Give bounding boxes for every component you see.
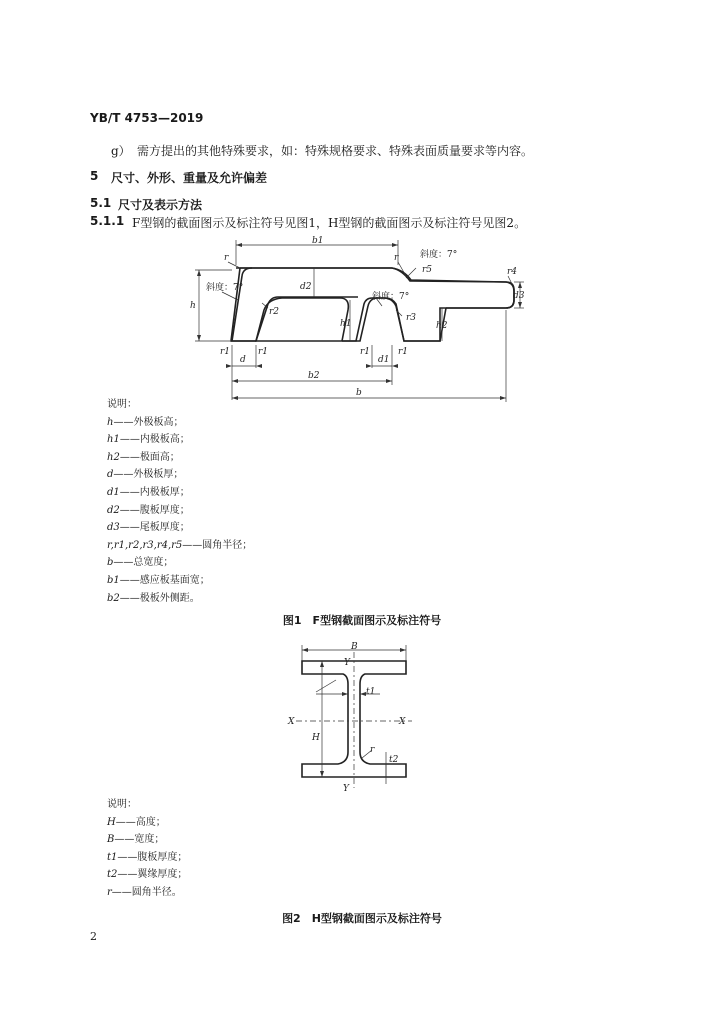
label-Y-bottom: Y xyxy=(343,784,349,794)
legend-item: h2——极面高； xyxy=(107,451,180,463)
section-5-1-1-text: F型钢的截面图示及标注符号见图1，H型钢的截面图示及标注符号见图2。 xyxy=(132,216,527,230)
standard-code-header: YB/T 4753—2019 xyxy=(90,111,204,125)
label-r-top: r xyxy=(394,253,399,263)
label-b1: b1 xyxy=(312,236,324,246)
label-r3: r3 xyxy=(406,313,417,323)
figure-1-caption: 图1 F型钢截面图示及标注符号 xyxy=(282,614,442,627)
figure-2-caption: 图2 H型钢截面图示及标注符号 xyxy=(282,912,442,925)
label-d2: d2 xyxy=(300,282,312,292)
legend-item: h——外极板高； xyxy=(107,416,184,428)
label-h2: h2 xyxy=(436,321,448,331)
label-r1-d: r1 xyxy=(398,347,409,357)
label-X-right: X xyxy=(399,717,406,727)
label-r2: r2 xyxy=(269,307,280,317)
label-r: r xyxy=(224,253,229,263)
label-r1-b: r1 xyxy=(258,347,269,357)
label-H: H xyxy=(312,733,320,743)
label-B: B xyxy=(351,642,358,652)
legend-item: t1——腹板厚度； xyxy=(107,851,188,863)
legend-item: r——圆角半径。 xyxy=(107,886,182,898)
label-r4: r4 xyxy=(507,267,518,277)
label-d3: d3 xyxy=(513,291,525,301)
page-number: 2 xyxy=(90,930,97,943)
section-5-number: 5 xyxy=(90,169,99,183)
legend-item: t2——翼缘厚度； xyxy=(107,869,188,881)
legend-item: r,r1,r2,r3,r4,r5——圆角半径； xyxy=(107,539,253,551)
label-slope-top: 斜度：7° xyxy=(420,250,458,260)
label-d: d xyxy=(240,355,246,365)
legend-item: b1——感应板基面宽； xyxy=(107,574,210,586)
legend-item: h1——内极板高； xyxy=(107,434,190,446)
section-5-1-title: 尺寸及表示方法 xyxy=(118,198,203,212)
legend-item: d3——尾板厚度； xyxy=(107,522,190,534)
item-g-marker: g） xyxy=(111,144,131,158)
label-b: b xyxy=(356,388,362,398)
label-h1: h1 xyxy=(340,319,352,329)
legend-item: b2——极板外侧距。 xyxy=(107,592,200,604)
label-slope-mid: 斜度：7° xyxy=(372,292,410,302)
label-t2: t2 xyxy=(389,755,399,765)
label-b2: b2 xyxy=(308,371,320,381)
label-h: h xyxy=(190,301,196,311)
label-X-left: X xyxy=(288,717,295,727)
item-g-text: 需方提出的其他特殊要求，如：特殊规格要求、特殊表面质量要求等内容。 xyxy=(137,144,534,158)
section-5-1-number: 5.1 xyxy=(90,196,112,210)
legend-item: B——宽度； xyxy=(107,834,165,846)
legend-item: b——总宽度； xyxy=(107,557,174,569)
label-Y-top: Y xyxy=(344,658,350,668)
label-t1: t1 xyxy=(366,687,376,697)
h-dimension-lines xyxy=(296,645,412,788)
legend-title: 说明： xyxy=(107,399,137,410)
label-r-h: r xyxy=(370,745,375,755)
figure-2-legend xyxy=(107,796,187,902)
label-r1-c: r1 xyxy=(360,347,371,357)
legend-item: d2——腹板厚度； xyxy=(107,504,190,516)
label-slope-left: 斜度：7° xyxy=(206,283,244,293)
legend-item: d——外极板厚； xyxy=(107,469,184,481)
section-5-1-1-number: 5.1.1 xyxy=(90,214,125,228)
section-5-title: 尺寸、外形、重量及允许偏差 xyxy=(111,171,268,185)
legend-item: d1——内极板厚； xyxy=(107,486,190,498)
label-r1-a: r1 xyxy=(220,347,231,357)
label-d1: d1 xyxy=(378,355,390,365)
label-r5: r5 xyxy=(422,265,433,275)
legend-item: H——高度； xyxy=(107,816,166,828)
legend-title: 说明： xyxy=(107,799,137,810)
